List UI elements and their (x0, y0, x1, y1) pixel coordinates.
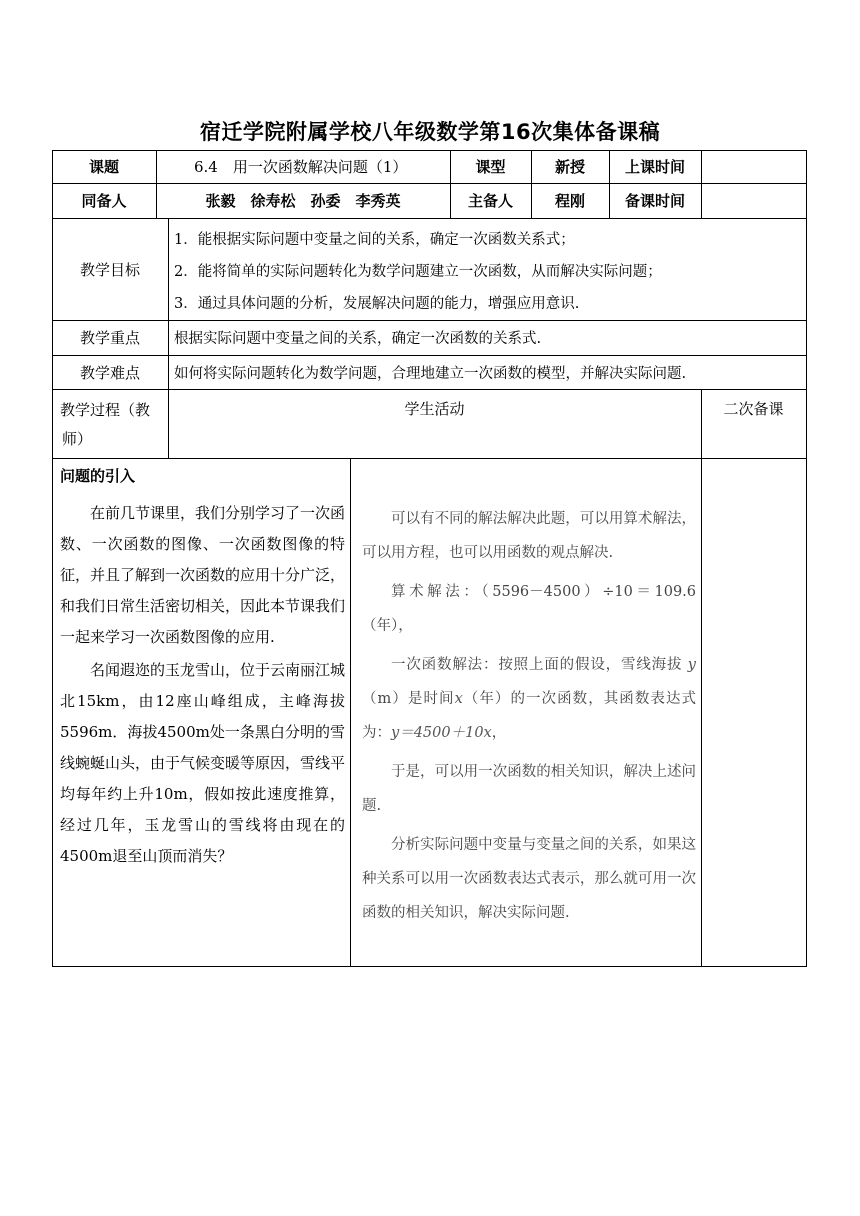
key-point-text: 根据实际问题中变量之间的关系，确定一次函数的关系式. (174, 331, 542, 347)
intro-paragraph-2: 名闻遐迩的玉龙雪山，位于云南丽江城北15km，由12座山峰组成，主峰海拔5596m．海拔4500m处一条黑白分明的雪线蜿蜒山头，由于气候变暖等原因，雪线平均每年约上升10m，假如按此速度推算，经过几年，玉龙雪山的雪线将由现在的4500m退至山顶而消失？ (60, 661, 346, 865)
teacher-process-header (60, 396, 168, 454)
difficulty-text: 如何将实际问题转化为数学问题，合理地建立一次函数的模型，并解决实际问题. (174, 365, 687, 382)
arithmetic-expression: （5596－4500）÷10＝109.6（年）， (362, 584, 696, 634)
variable-y: y (687, 657, 696, 673)
class-time-value (701, 150, 806, 183)
teacher-process-line1: 教学过程（教 (60, 401, 151, 419)
variable-x: x (454, 691, 463, 707)
intro-heading: 问题的引入 (60, 467, 136, 485)
main-preparer-value: 程刚 (554, 192, 585, 210)
document-title: 宿迁学院附属学校八年级数学第16次集体备课稿 (199, 120, 661, 144)
topic-value: 6.4 用一次函数解决问题（1） (194, 158, 408, 176)
label-difficulty: 教学难点 (79, 363, 140, 382)
student-paragraph-4: 于是，可以用一次函数的相关知识，解决上述问题. (362, 764, 696, 814)
label-main-preparer: 主备人 (467, 192, 513, 210)
lesson-type-value: 新授 (554, 158, 585, 176)
student-paragraph-5: 分析实际问题中变量与变量之间的关系，如果这种关系可以用一次函数表达式表示，那么就可用一次函数的相关知识，解决实际问题. (362, 837, 696, 921)
student-paragraph-3: 一次函数解法：按照上面的假设，雪线海拔 y（m）是时间x（年）的一次函数，其函数表达式为：y＝4500＋10x， (362, 657, 697, 741)
prep-time-value (701, 183, 806, 218)
objective-item: 1．能根据实际问题中变量之间的关系，确定一次函数关系式； (174, 232, 575, 248)
label-co-preparers: 同备人 (81, 192, 127, 210)
objective-item: 2．能将简单的实际问题转化为数学问题建立一次函数，从而解决实际问题； (174, 264, 662, 280)
student-paragraph-1: 可以有不同的解法解决此题，可以用算术解法，可以用方程，也可以用函数的观点解决. (362, 511, 696, 561)
second-prep-header: 二次备课 (723, 399, 784, 418)
label-class-time: 上课时间 (624, 158, 685, 176)
teacher-content (60, 462, 345, 872)
label-key-point: 教学重点 (79, 329, 140, 347)
function-formula: y＝4500＋10x (391, 725, 492, 741)
student-content (362, 502, 696, 935)
intro-paragraph-1: 在前几节课里，我们分别学习了一次函数、一次函数的图像、一次函数图像的特征，并且了解到一次函数的应用十分广泛，和我们日常生活密切相关，因此本节课我们一起来学习一次函数图像的应用. (60, 504, 346, 646)
objective-item: 3．通过具体问题的分析，发展解决问题的能力，增强应用意识. (174, 296, 580, 312)
label-objectives: 教学目标 (79, 260, 140, 279)
student-paragraph-2 (362, 575, 696, 643)
label-lesson-type: 课型 (475, 158, 506, 176)
teacher-process-line2: 师） (62, 430, 93, 448)
co-preparers-value: 张毅 徐寿松 孙委 李秀英 (205, 192, 401, 210)
student-activity-header: 学生活动 (404, 399, 465, 418)
label-topic: 课题 (88, 158, 119, 176)
label-prep-time: 备课时间 (624, 192, 685, 210)
arithmetic-label: 算术解法： (391, 584, 482, 600)
objectives-list (174, 224, 804, 320)
